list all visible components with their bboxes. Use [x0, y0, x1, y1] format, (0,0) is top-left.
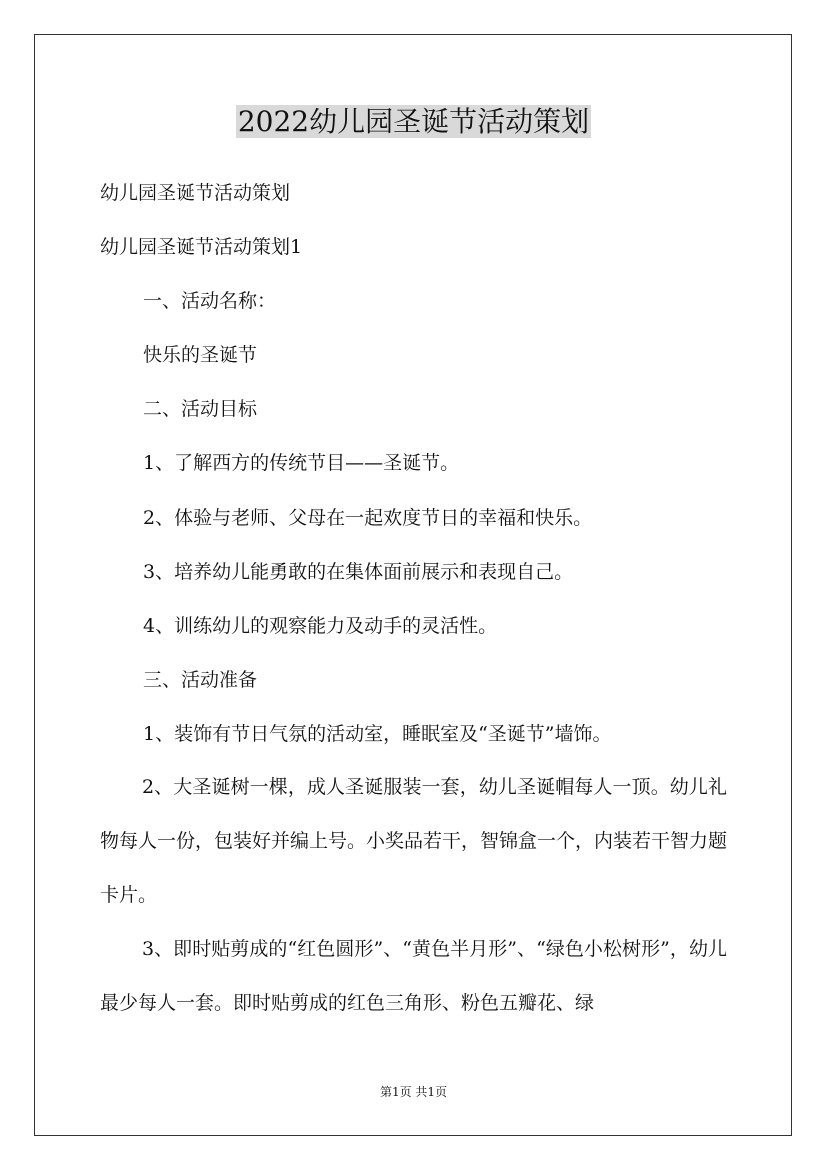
goal-item-2: 2、体验与老师、父母在一起欢度节日的幸福和快乐。: [143, 507, 593, 529]
preparation-item-3: 3、即时贴剪成的“红色圆形”、“黄色半月形”、“绿色小松树形”，幼儿最少每人一套。即时贴剪成的红色三角形、粉色五瓣花、绿: [100, 938, 727, 1014]
document-title: 2022幼儿园圣诞节活动策划: [237, 105, 590, 138]
preparation-item-1: 1、装饰有节日气氛的活动室，睡眠室及“圣诞节”墙饰。: [143, 723, 612, 745]
activity-name-text: 快乐的圣诞节: [143, 344, 258, 366]
goal-item-4: 4、训练幼儿的观察能力及动手的灵活性。: [143, 615, 498, 637]
page-footer: 第1页 共1页: [379, 1085, 448, 1099]
preparation-item-2: 2、大圣诞树一棵，成人圣诞服装一套，幼儿圣诞帽每人一顶。幼儿礼物每人一份，包装好并编上号。小奖品若干，智锦盒一个，内装若干智力题卡片。: [100, 776, 728, 906]
preparation-heading: 三、活动准备: [143, 669, 258, 691]
goal-item-3: 3、培养幼儿能勇敢的在集体面前展示和表现自己。: [143, 561, 574, 583]
subtitle-line: 幼儿园圣诞节活动策划: [100, 182, 291, 204]
activity-goal-heading: 二、活动目标: [143, 398, 258, 420]
section-heading-1: 幼儿园圣诞节活动策划1: [100, 236, 303, 258]
goal-item-1: 1、了解西方的传统节目——圣诞节。: [143, 452, 460, 474]
activity-name-heading: 一、活动名称：: [143, 290, 277, 312]
